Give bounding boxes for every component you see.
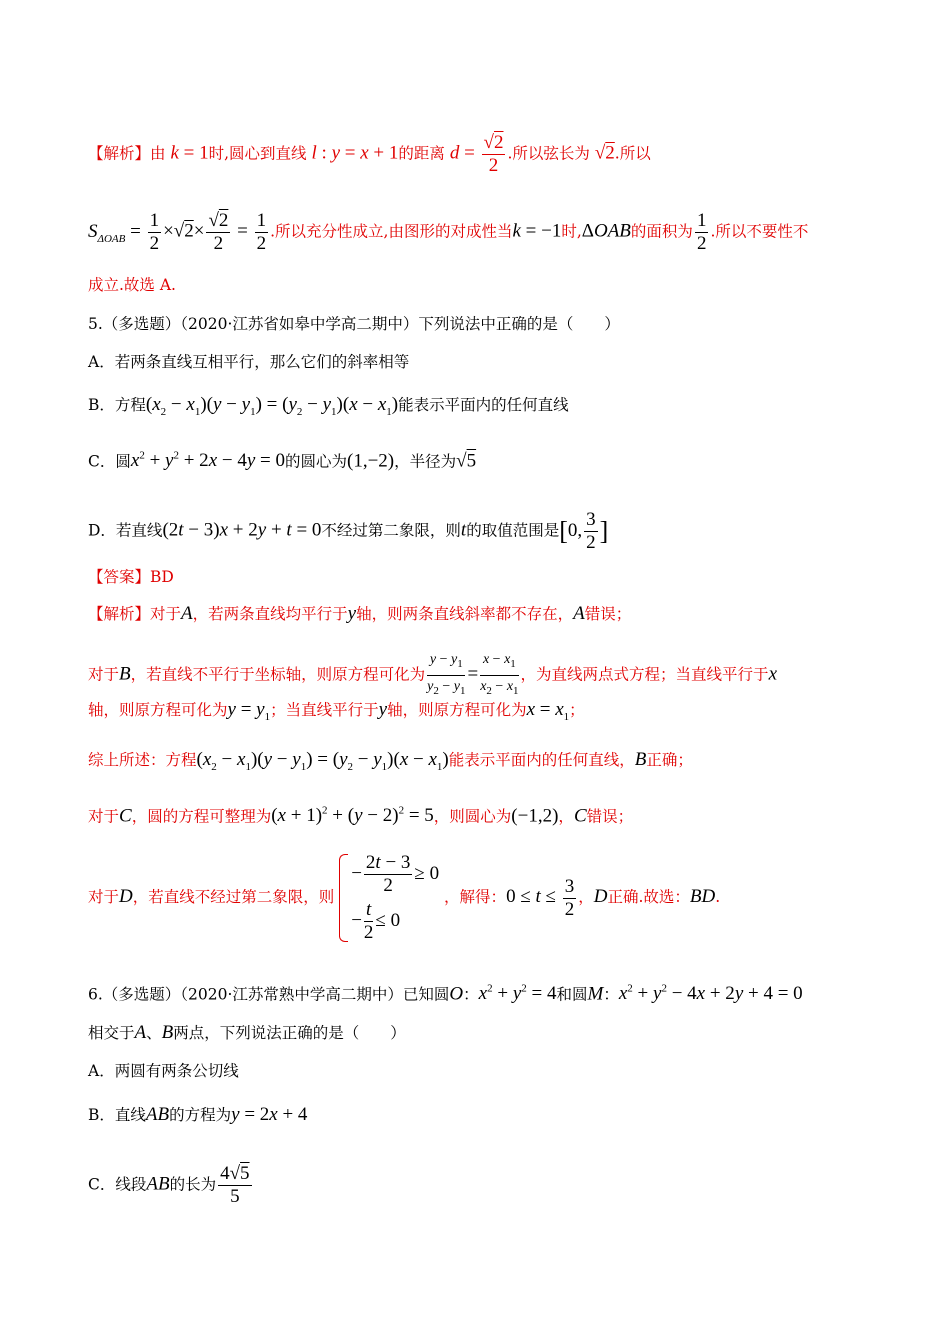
q6-option-a: A．两圆有两条公切线 [88, 1062, 239, 1080]
q5-solution-line-6: 对于D，若直线不经过第二象限，则 − $\frac{2t - 3}{2}$ ≥ 0 − $\frac{t}{2}$ ≤ 0 ，解得：0 ≤ t ≤ $\frac{3}{2}$ ，D正确.故选：BD. [88, 850, 720, 946]
prev-solution-line-1: 【解析】由 k = 1时,圆心到直线 l : y = x + 1的距离 d = $\frac{√2}{2}$ .所以弦长为 √2.所以 [88, 132, 651, 176]
q5-option-d: D．若直线(2t − 3)x + 2y + t = 0不经过第二象限，则t的取值范围是[0, $\frac{3}{2}$ ] [88, 509, 609, 553]
q6-header-line-1: 6.（多选题）（2020·江苏常熟中学高二期中）已知圆O：$x^2 + y^2 = 4$和圆M：$x^2 + y^2 - 4x + 2y + 4 = 0$ [88, 983, 803, 1005]
q5-solution-line-1: 【解析】对于A，若两条直线均平行于y轴，则两条直线斜率都不存在，A错误； [88, 603, 632, 624]
prev-solution-line-2: $S_{\Delta OAB}$ = $\frac{1}{2}$ ×√2× $\frac{√2}{2}$ = $\frac{1}{2}$ .所以充分性成立,由图形的对成性当k = −1时,ΔOAB的面积为 $\frac{1}{2}$ .所以不要性不 [88, 210, 809, 254]
q5-solution-line-5: 对于C，圆的方程可整理为$(x + 1)^2 + (y - 2)^2 = 5$，则圆心为(−1,2)，C错误； [88, 805, 634, 827]
q5-option-c: C．圆$x^2 + y^2 + 2x - 4y = 0$的圆心为(1,−2)，半径为√5 [88, 450, 477, 472]
q6-header-line-2: 相交于A、B两点，下列说法正确的是（ ） [88, 1022, 406, 1043]
prev-solution-line-3: 成立.故选 A. [88, 276, 176, 294]
q5-solution-line-2: 对于B，若直线不平行于坐标轴，则原方程可化为 $\frac{y - y_1}{y_2 - y_1}$ = $\frac{x - x_1}{x_2 - x_1}$ ，为直线两点式方程；当直线平行于x [88, 649, 777, 702]
q5-answer: 【答案】BD [88, 568, 174, 586]
q5-solution-line-4: 综上所述：方程$(x_2 - x_1)(y - y_1) = (y_2 - y_1)(x - x_1)$能表示平面内的任何直线，B正确； [88, 749, 693, 773]
q5-header: 5.（多选题）（2020·江苏省如皋中学高二期中）下列说法中正确的是（ ） [88, 315, 620, 333]
q5-solution-line-3: 轴，则原方程可化为$y = y_1$；当直线平行于y轴，则原方程可化为$x = x_1$； [88, 699, 585, 723]
inequality-system: − $\frac{2t - 3}{2}$ ≥ 0 − $\frac{t}{2}$ ≤ 0 [339, 850, 439, 946]
q5-option-a: A．若两条直线互相平行，那么它们的斜率相等 [88, 353, 410, 371]
q6-option-c: C．线段AB的长为 $\frac{4√5}{5}$ [88, 1163, 250, 1207]
q6-option-b: B．直线AB的方程为y = 2x + 4 [88, 1104, 308, 1125]
q5-option-b: B．方程$(x_2 - x_1)(y - y_1) = (y_2 - y_1)(x - x_1)$能表示平面内的任何直线 [88, 394, 569, 418]
